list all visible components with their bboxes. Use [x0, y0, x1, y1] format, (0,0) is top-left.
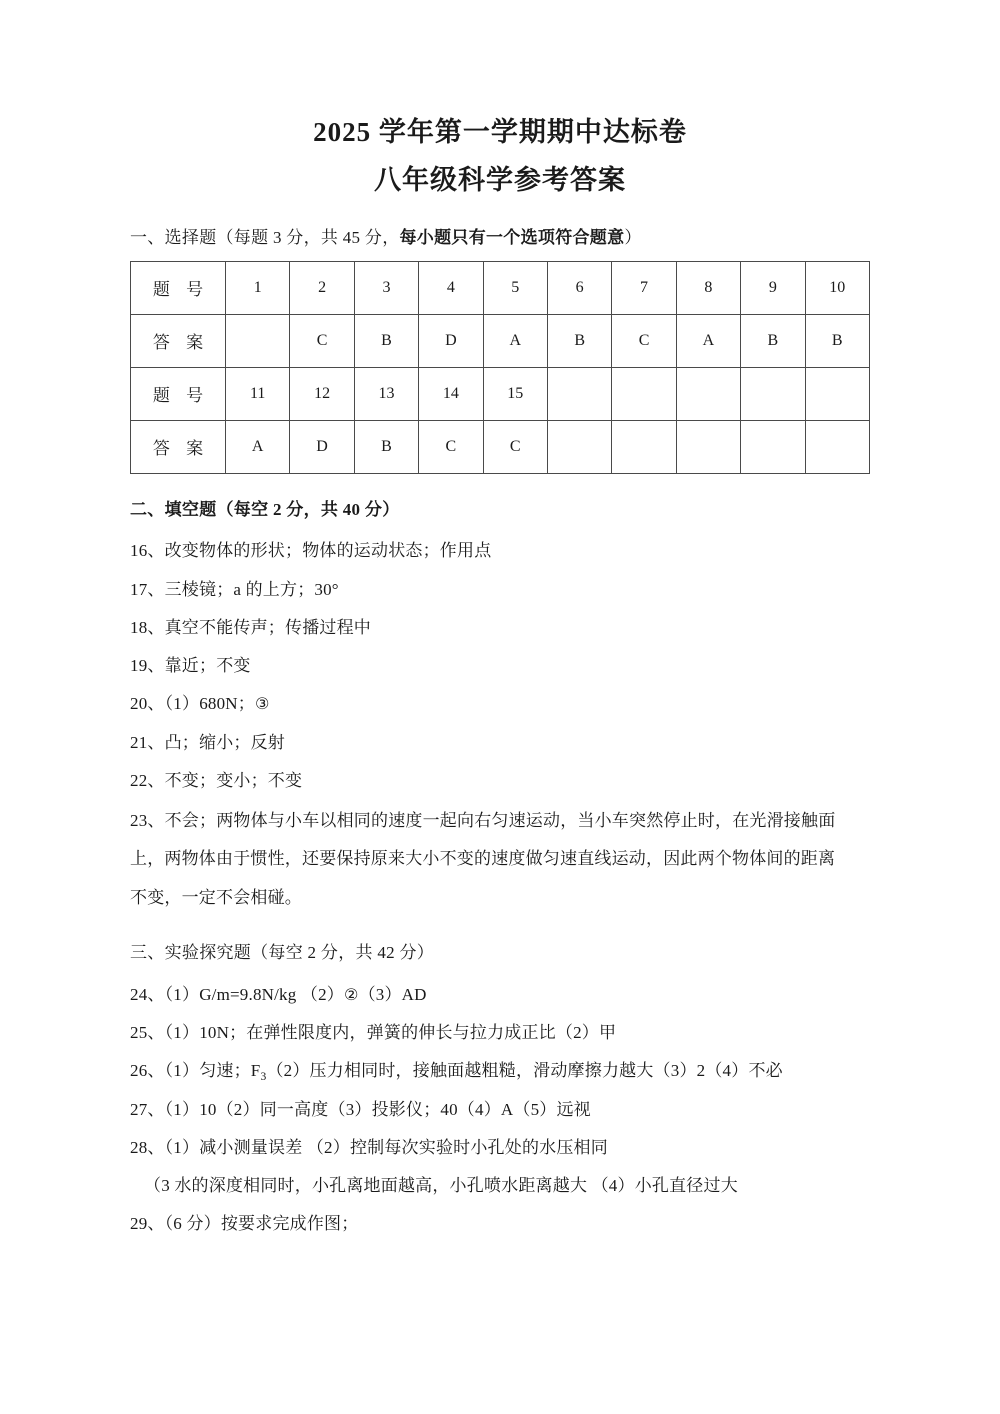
question-number-cell: 3: [354, 261, 418, 314]
answer-cell: C: [419, 420, 483, 473]
answer-cell: [676, 420, 740, 473]
row-label-answer-2: 答 案: [131, 420, 226, 473]
section-heading-choice: [130, 224, 870, 253]
document-content: [0, 224, 1000, 1244]
question-number-cell: 13: [354, 367, 418, 420]
answer-cell: C: [612, 314, 676, 367]
answer-cell: [547, 420, 611, 473]
answer-cell: A: [676, 314, 740, 367]
section-heading-fill-blank: 二、填空题（每空 2 分，共 40 分）: [130, 499, 400, 519]
question-number-cell: 8: [676, 261, 740, 314]
question-number-cell: 9: [741, 261, 805, 314]
answer-cell: A: [483, 314, 547, 367]
question-number-cell: [741, 367, 805, 420]
question-number-cell: 2: [290, 261, 354, 314]
answer-item-21: 21、凸；缩小；反射: [130, 732, 285, 752]
circled-number-icon: ③: [254, 694, 270, 714]
answer-item-19: 19、靠近；不变: [130, 656, 251, 676]
circled-number-icon: ②: [344, 984, 359, 1004]
answer-item-20: [130, 685, 870, 723]
answer-item-29: 29、（6 分）按要求完成作图；: [130, 1214, 359, 1234]
question-number-cell: 10: [805, 261, 869, 314]
table-row: [131, 367, 870, 420]
answer-item-18: 18、真空不能传声；传播过程中: [130, 617, 371, 637]
section-heading-experiment: 三、实验探究题（每空 2 分，共 42 分）: [130, 942, 435, 962]
answer-cell: [612, 420, 676, 473]
item-20-text: 20、（1）680N；: [130, 694, 255, 714]
page-title: 2025 学年第一学期期中达标卷: [313, 117, 687, 147]
title-block: [0, 0, 1000, 202]
answer-cell: D: [419, 314, 483, 367]
answer-item-26: [130, 1052, 870, 1090]
item-24-suffix: （3）AD: [358, 984, 427, 1004]
answer-item-23: [130, 802, 870, 917]
row-label-question-2: 题 号: [131, 367, 226, 420]
answer-cell: [226, 314, 290, 367]
item-24-prefix: 24、（1）G/m=9.8N/kg （2）: [130, 984, 345, 1004]
question-number-cell: 7: [612, 261, 676, 314]
question-number-cell: 1: [226, 261, 290, 314]
answer-cell: B: [805, 314, 869, 367]
item-26-subscript: 3: [260, 1069, 267, 1083]
question-number-cell: [805, 367, 869, 420]
answer-cell: [741, 420, 805, 473]
answer-cell: C: [290, 314, 354, 367]
answer-item-24: [130, 976, 870, 1014]
question-number-cell: 5: [483, 261, 547, 314]
answer-cell: B: [547, 314, 611, 367]
choice-heading-bold: 每小题只有一个选项符合题意: [399, 227, 625, 247]
answer-cell: B: [354, 314, 418, 367]
table-row: [131, 261, 870, 314]
answer-cell: D: [290, 420, 354, 473]
answer-table: [130, 261, 870, 474]
table-row: [131, 420, 870, 473]
item-26-part-a: 26、（1）匀速；F: [130, 1061, 261, 1081]
row-label-answer-1: 答 案: [131, 314, 226, 367]
item-23-line-1: 23、不会；两物体与小车以相同的速度一起向右匀速运动，当小车突然停止时，在光滑接触面: [130, 811, 836, 831]
answer-item-17: 17、三棱镜；a 的上方；30°: [130, 579, 339, 599]
answer-item-27: 27、（1）10（2）同一高度（3）投影仪；40（4）A（5）远视: [130, 1099, 591, 1119]
answer-item-25: 25、（1）10N；在弹性限度内，弹簧的伸长与拉力成正比（2）甲: [130, 1023, 617, 1043]
question-number-cell: [547, 367, 611, 420]
answer-cell: C: [483, 420, 547, 473]
choice-heading-suffix: ）: [624, 227, 642, 247]
page-subtitle: 八年级科学参考答案: [374, 164, 626, 195]
question-number-cell: [612, 367, 676, 420]
row-label-question-1: 题 号: [131, 261, 226, 314]
answer-cell: [805, 420, 869, 473]
question-number-cell: 12: [290, 367, 354, 420]
answer-item-28-line-1: 28、（1）减小测量误差 （2）控制每次实验时小孔处的水压相同: [130, 1137, 608, 1157]
table-row: [131, 314, 870, 367]
choice-heading-prefix: 一、选择题（每题 3 分，共 45 分，: [130, 227, 400, 247]
item-23-line-2: 上，两物体由于惯性，还要保持原来大小不变的速度做匀速直线运动，因此两个物体间的距离: [130, 849, 836, 869]
question-number-cell: 11: [226, 367, 290, 420]
answer-cell: A: [226, 420, 290, 473]
answer-item-28-line-2: （3 水的深度相同时，小孔离地面越高，小孔喷水距离越大 （4）小孔直径过大: [144, 1176, 738, 1196]
item-23-line-3: 不变，一定不会相碰。: [130, 887, 302, 907]
question-number-cell: [676, 367, 740, 420]
answer-item-16: 16、改变物体的形状；物体的运动状态；作用点: [130, 541, 492, 561]
question-number-cell: 4: [419, 261, 483, 314]
question-number-cell: 6: [547, 261, 611, 314]
question-number-cell: 15: [483, 367, 547, 420]
answer-cell: B: [741, 314, 805, 367]
answer-cell: B: [354, 420, 418, 473]
question-number-cell: 14: [419, 367, 483, 420]
item-26-part-b: （2）压力相同时，接触面越粗糙，滑动摩擦力越大（3）2（4）不必: [266, 1061, 783, 1081]
answer-item-22: 22、不变；变小；不变: [130, 770, 303, 790]
